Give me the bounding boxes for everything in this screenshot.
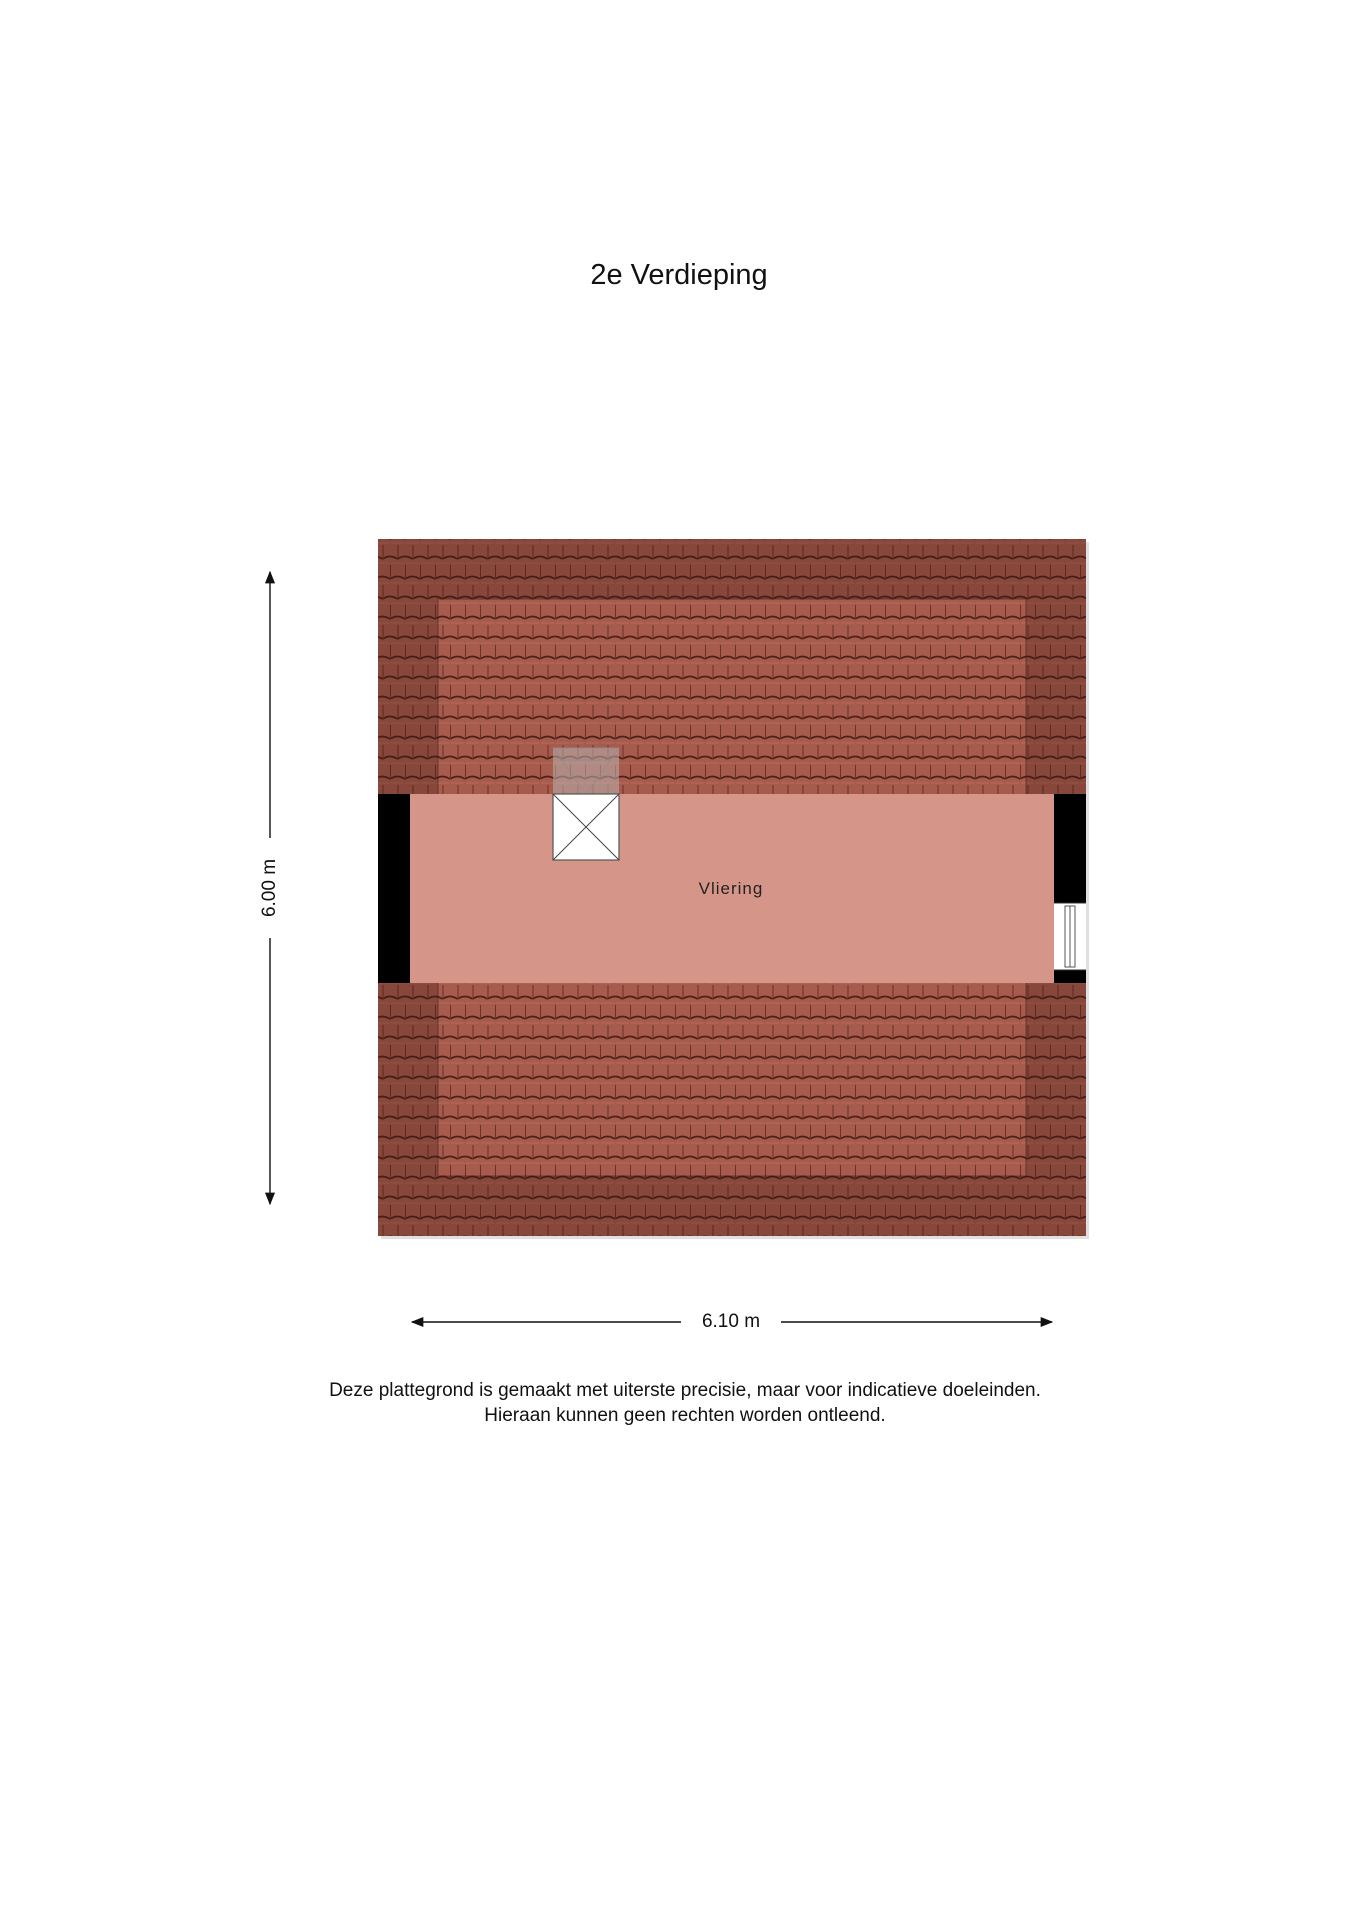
width-dimension-label: 6.10 m <box>681 1310 781 1334</box>
height-dimension-label: 6.00 m <box>258 838 282 938</box>
floor-title: 2e Verdieping <box>590 259 768 291</box>
disclaimer-line-1: Deze plattegrond is gemaakt met uiterste precisie, maar voor indicatieve doeleinden. <box>329 1380 1041 1401</box>
disclaimer-line-2: Hieraan kunnen geen rechten worden ontleend. <box>484 1405 886 1426</box>
left-wall <box>378 794 410 983</box>
roof-hatch <box>553 748 619 860</box>
disclaimer <box>180 1378 1190 1428</box>
window-right <box>1054 903 1086 970</box>
room-label-vliering: Vliering <box>698 879 764 898</box>
